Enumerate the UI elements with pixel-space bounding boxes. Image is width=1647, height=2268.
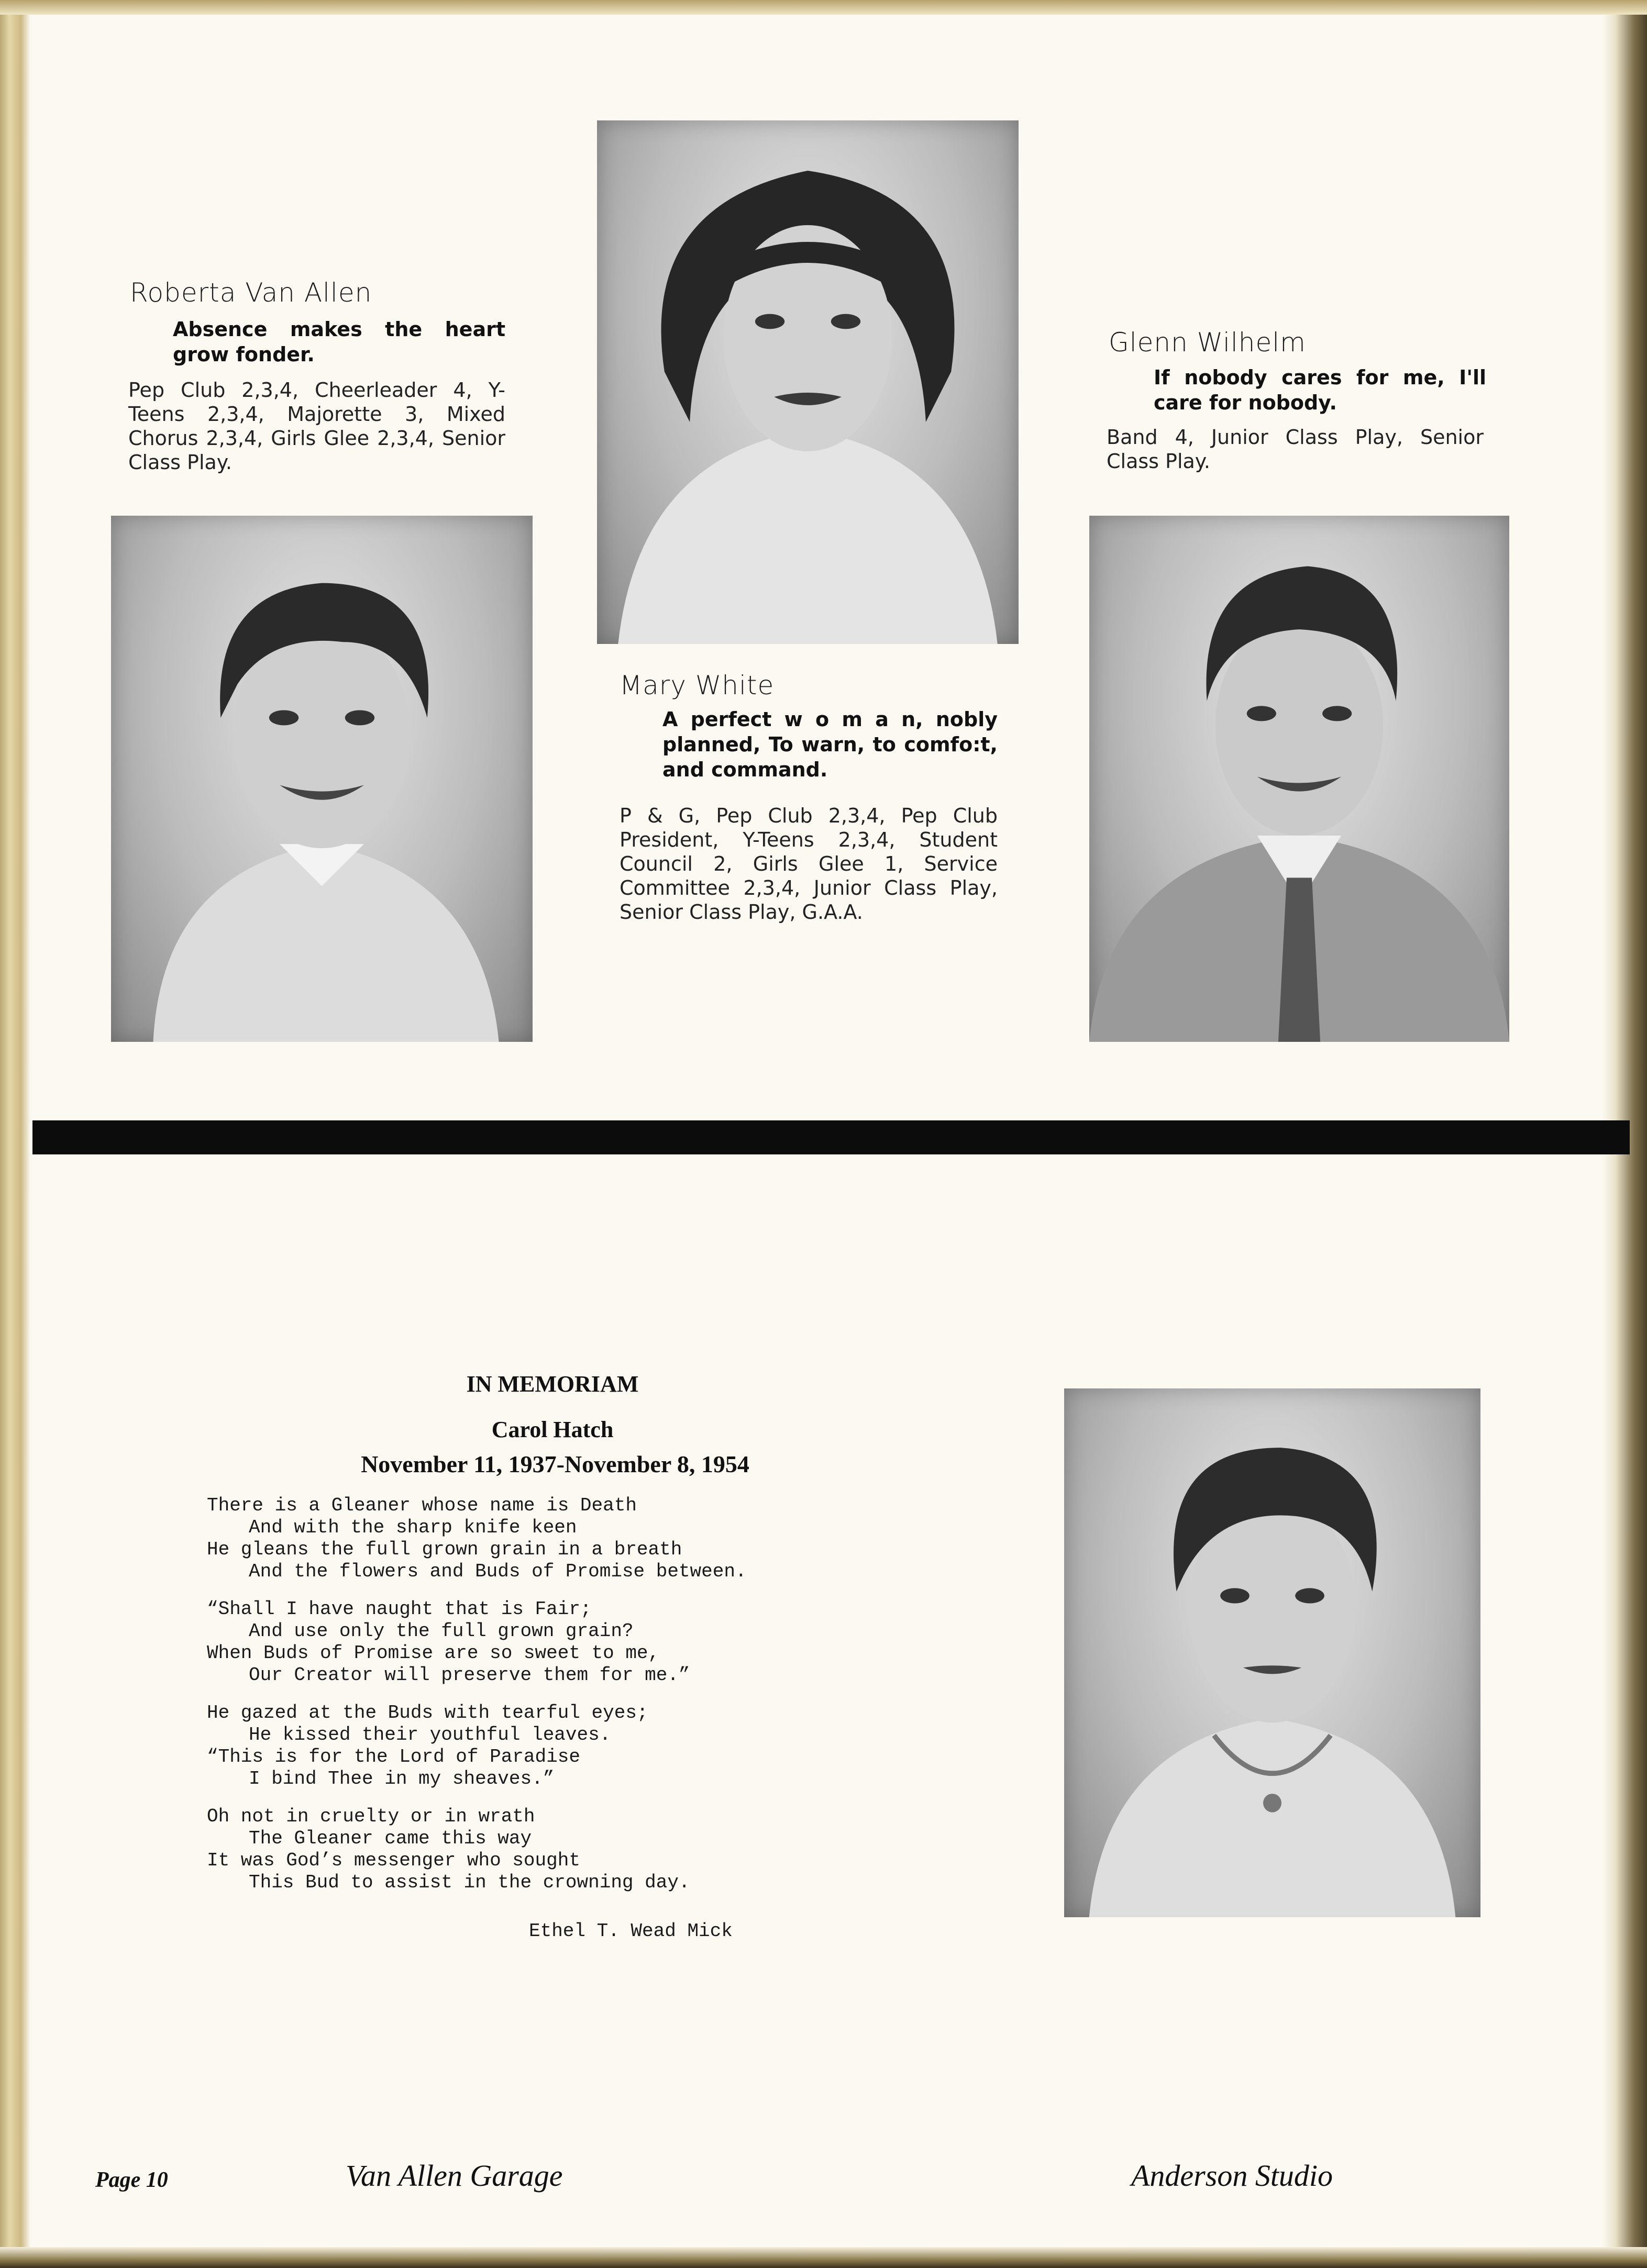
poem-line: He gleans the full grown grain in a breath [207, 1539, 682, 1560]
poem-line: It was God’s messenger who sought [207, 1850, 580, 1871]
poem-line: This Bud to assist in the crowning day. [249, 1872, 690, 1893]
senior-portrait-roberta [111, 516, 533, 1042]
poem-line: There is a Gleaner whose name is Death [207, 1495, 637, 1516]
page-number: Page 10 [95, 2168, 168, 2192]
memoriam-name: Carol Hatch [491, 1417, 614, 1442]
poem-line: “Shall I have naught that is Fair; [207, 1598, 592, 1620]
senior-name-roberta: Roberta Van Allen [130, 277, 372, 308]
memorial-poem [207, 1495, 809, 1909]
poem-line: “This is for the Lord of Paradise [207, 1746, 580, 1767]
memoriam-heading: IN MEMORIAM [466, 1371, 639, 1397]
poem-line: He gazed at the Buds with tearful eyes; [207, 1702, 648, 1724]
senior-activities-roberta: Pep Club 2,3,4, Cheerleader 4, Y-Teens 2,3,4, Majorette 3, Mixed Chorus 2,3,4, Girls Glee 2,3,4, Senior Class Play. [128, 379, 505, 474]
poem-stanza [207, 1495, 809, 1583]
memoriam-portrait-carol [1064, 1388, 1480, 1917]
poem-author: Ethel T. Wead Mick [529, 1920, 733, 1942]
senior-activities-mary: P & G, Pep Club 2,3,4, Pep Club President, Y-Teens 2,3,4, Student Council 2, Girls Glee 1, Service Committee 2,3,4, Junior Class Play, Senior Class Play, G.A.A. [620, 804, 998, 924]
poem-stanza [207, 1806, 809, 1894]
senior-motto-roberta: Absence makes the heart grow fonder. [173, 318, 505, 366]
poem-stanza [207, 1702, 809, 1790]
poem-line: When Buds of Promise are so sweet to me, [207, 1642, 660, 1664]
poem-line: And with the sharp knife keen [249, 1517, 577, 1538]
senior-name-glenn: Glenn Wilhelm [1109, 327, 1306, 358]
poem-line: Our Creator will preserve them for me.” [249, 1664, 690, 1686]
poem-line: The Gleaner came this way [249, 1828, 532, 1849]
poem-stanza [207, 1598, 809, 1686]
section-divider [32, 1120, 1630, 1154]
poem-line: He kissed their youthful leaves. [249, 1724, 611, 1746]
poem-line: And use only the full grown grain? [249, 1620, 634, 1642]
senior-portrait-mary [597, 120, 1019, 644]
memoriam-dates: November 11, 1937-November 8, 1954 [361, 1451, 749, 1477]
poem-line: I bind Thee in my sheaves.” [249, 1768, 555, 1789]
senior-portrait-glenn [1089, 516, 1509, 1042]
advertiser-left: Van Allen Garage [346, 2159, 563, 2193]
senior-motto-glenn: If nobody cares for me, I'll care for nobody. [1154, 366, 1486, 414]
poem-line: Oh not in cruelty or in wrath [207, 1806, 535, 1827]
advertiser-right: Anderson Studio [1131, 2159, 1333, 2193]
senior-activities-glenn: Band 4, Junior Class Play, Senior Class Play. [1107, 426, 1484, 473]
poem-line: And the flowers and Buds of Promise between. [249, 1561, 747, 1582]
senior-name-mary: Mary White [620, 670, 775, 701]
senior-motto-mary: A perfect w o m a n, nobly planned, To warn, to comfo:t, and command. [662, 708, 998, 781]
